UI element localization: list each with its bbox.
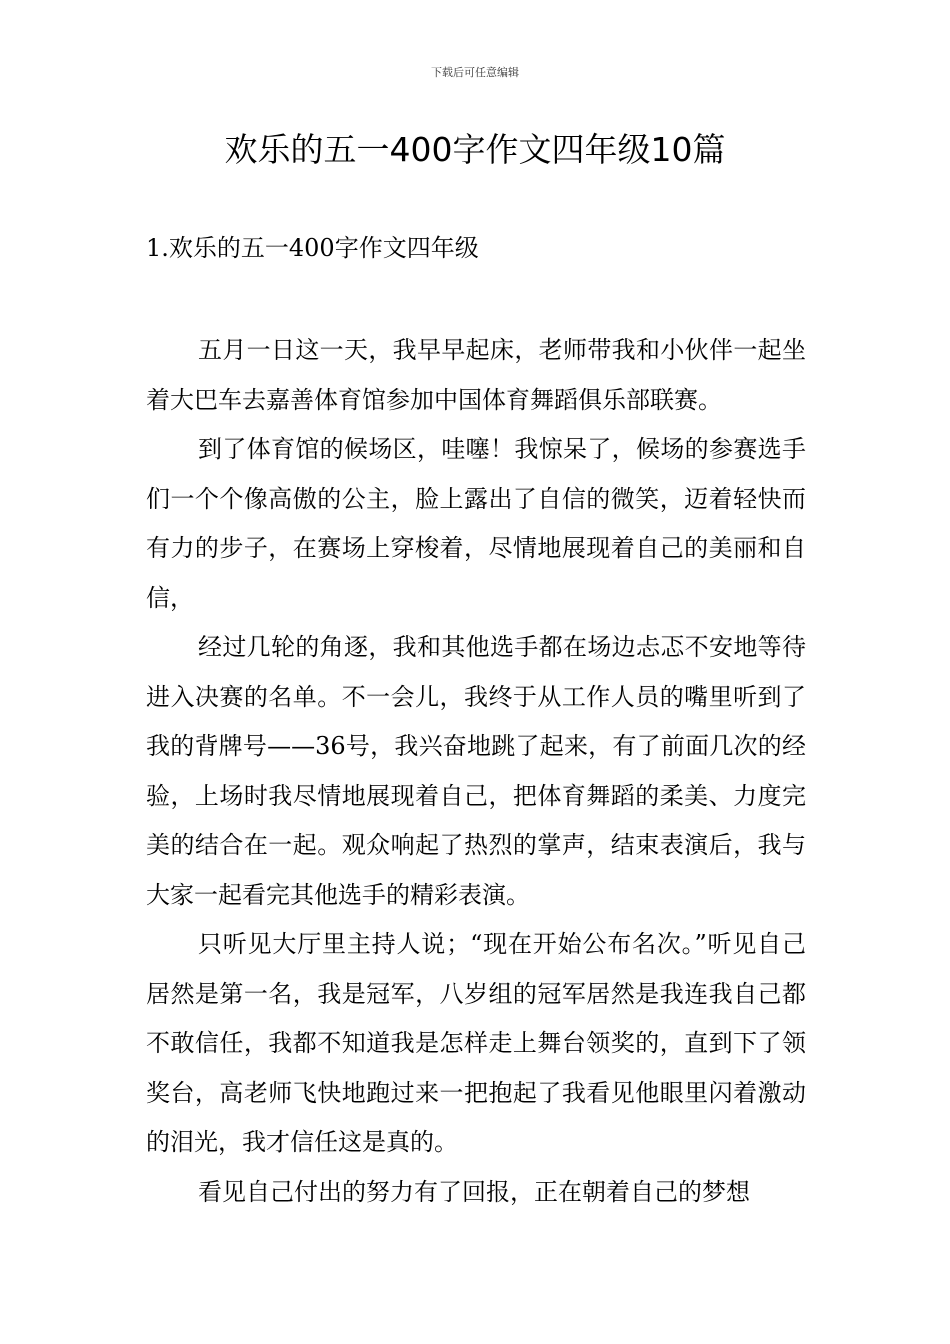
paragraph: 五月一日这一天，我早早起床，老师带我和小伙伴一起坐着大巴车去嘉善体育馆参加中国体育舞蹈俱乐部联赛。 [146,336,806,414]
header-note: 下载后可任意编辑 [431,66,519,79]
paragraph: 到了体育馆的候场区，哇噻！我惊呆了，候场的参赛选手们一个个像高傲的公主，脸上露出了自信的微笑，迈着轻快而有力的步子，在赛场上穿梭着，尽情地展现着自己的美丽和自信， [146,435,806,612]
paragraph: 经过几轮的角逐，我和其他选手都在场边忐忑不安地等待进入决赛的名单。不一会儿，我终于从工作人员的嘴里听到了我的背牌号——36号，我兴奋地跳了起来，有了前面几次的经验，上场时我尽情地展现着自己，把体育舞蹈的柔美、力度完美的结合在一起。观众响起了热烈的掌声，结束表演后，我与大家一起看完其他选手的精彩表演。 [146,633,806,909]
paragraph: 只听见大厅里主持人说；“现在开始公布名次。”听见自己居然是第一名，我是冠军，八岁组的冠军居然是我连我自己都不敢信任，我都不知道我是怎样走上舞台领奖的，直到下了领奖台，高老师飞快地跑过来一把抱起了我看见他眼里闪着激动的泪光，我才信任这是真的。 [146,930,806,1156]
article-body [146,326,806,1217]
document-title: 欢乐的五一400字作文四年级10篇 [224,130,726,169]
paragraph: 看见自己付出的努力有了回报，正在朝着自己的梦想 [198,1177,750,1206]
section-heading: 1.欢乐的五一400字作文四年级 [146,234,479,262]
